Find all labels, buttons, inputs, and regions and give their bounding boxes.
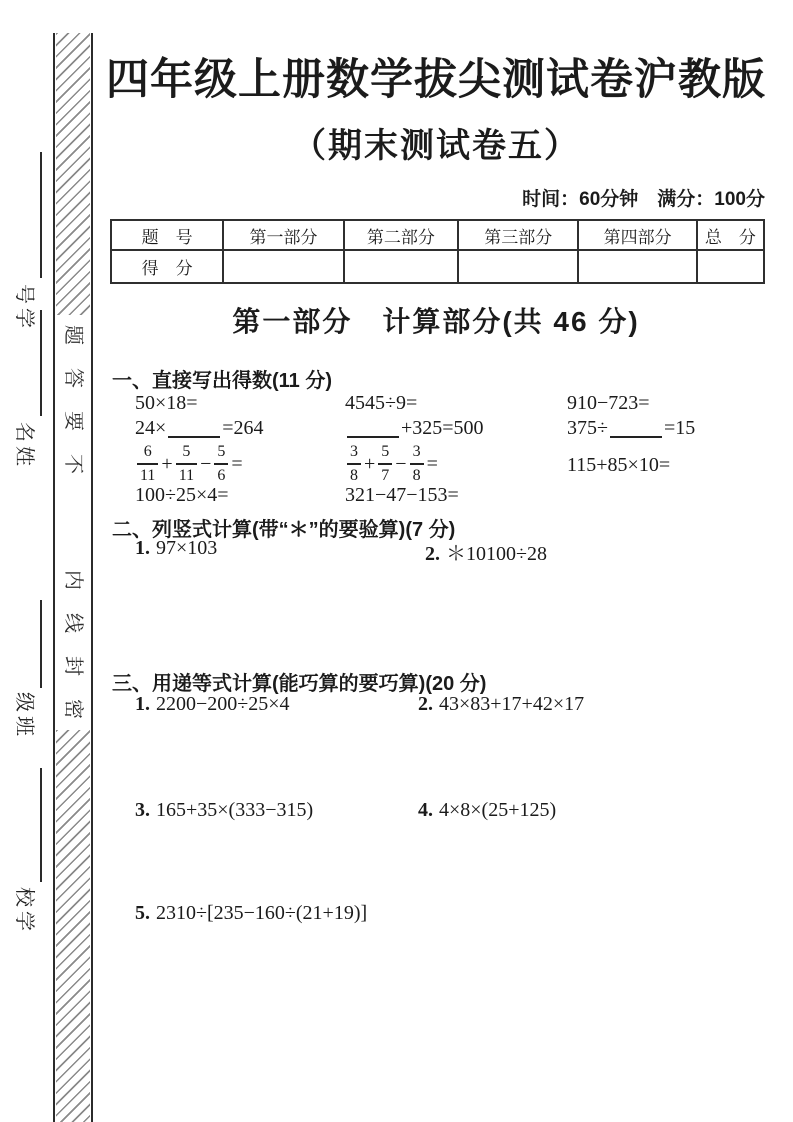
school-line xyxy=(40,768,42,882)
denominator: 8 xyxy=(347,463,361,484)
numerator: 5 xyxy=(182,443,191,460)
expression: 165+35×(333−315) xyxy=(156,799,314,821)
oral-problem-9: 115+85×10= xyxy=(567,454,671,476)
expression: 4×8×(25+125) xyxy=(439,799,557,821)
numerator: 5 xyxy=(217,443,226,460)
fraction xyxy=(137,444,158,484)
seal-hatch-top xyxy=(56,33,90,315)
operator: − xyxy=(200,452,212,475)
item-number: 1. xyxy=(135,537,150,559)
expression: ＊10100÷28 xyxy=(446,543,547,565)
expression: 97×103 xyxy=(156,537,218,559)
operator: + xyxy=(364,452,376,475)
blank-line xyxy=(347,416,399,438)
numerator: 6 xyxy=(143,443,152,460)
score-header-question: 题 号 xyxy=(111,220,223,250)
section2-title: 二、列竖式计算(带“＊”的要验算)(7 分) xyxy=(112,519,456,541)
score-cell-part4 xyxy=(578,250,696,283)
problem-text: =264 xyxy=(222,417,264,439)
expression: 43×83+17+42×17 xyxy=(439,693,585,715)
oral-problem-4 xyxy=(135,416,264,440)
exam-title: 四年级上册数学拔尖测试卷沪教版 xyxy=(106,56,766,104)
oral-problem-11: 321−47−153= xyxy=(345,484,459,506)
denominator: 11 xyxy=(176,463,197,484)
problem-text: 24× xyxy=(135,417,167,439)
equals-sign: = xyxy=(231,452,243,475)
problem-text: =15 xyxy=(663,417,696,439)
exam-time-score-info: 时间：60分钟 满分：100分 xyxy=(522,189,765,210)
written-problem-2 xyxy=(425,537,547,566)
seal-border-inner xyxy=(53,33,55,1122)
denominator: 8 xyxy=(410,463,424,484)
exam-subtitle: （期末测试卷五） xyxy=(292,127,580,165)
fraction xyxy=(176,444,197,484)
score-cell-total xyxy=(697,250,764,283)
part1-heading: 第一部分 计算部分(共 46 分) xyxy=(232,306,640,337)
school-label: 校 学 xyxy=(13,887,35,931)
written-problem-1 xyxy=(135,537,217,560)
equals-sign: = xyxy=(426,452,438,475)
recursive-problem-3 xyxy=(135,799,313,822)
fraction xyxy=(410,444,424,484)
denominator: 11 xyxy=(137,463,158,484)
student-number-line xyxy=(40,152,42,278)
oral-problem-7 xyxy=(135,444,244,484)
recursive-problem-5 xyxy=(135,902,367,925)
oral-problem-2: 4545÷9= xyxy=(345,392,418,414)
numerator: 5 xyxy=(381,443,390,460)
operator: − xyxy=(395,452,407,475)
score-cell-part2 xyxy=(344,250,458,283)
item-number: 4. xyxy=(418,799,433,821)
problem-text: 375÷ xyxy=(567,417,608,439)
oral-problem-1: 50×18= xyxy=(135,392,198,414)
item-number: 2. xyxy=(425,543,440,565)
problem-text: +325=500 xyxy=(401,417,484,439)
score-header-total: 总 分 xyxy=(697,220,764,250)
item-number: 2. xyxy=(418,693,433,715)
seal-text: 题 答 要 不 内 线 封 密 xyxy=(62,325,84,719)
oral-problem-10: 100÷25×4= xyxy=(135,484,229,506)
seal-border-outer xyxy=(91,33,93,1122)
student-number-label: 号 学 xyxy=(13,284,35,328)
student-name-line xyxy=(40,310,42,416)
score-header-part4: 第四部分 xyxy=(578,220,696,250)
blank-line xyxy=(168,416,220,438)
score-cell-part1 xyxy=(223,250,343,283)
fraction xyxy=(214,444,228,484)
score-header-part1: 第一部分 xyxy=(223,220,343,250)
score-header-part3: 第三部分 xyxy=(458,220,578,250)
score-row-label: 得 分 xyxy=(111,250,223,283)
seal-hatch-bottom xyxy=(56,730,90,1122)
blank-line xyxy=(610,416,662,438)
expression: 2310÷[235−160÷(21+19)] xyxy=(156,902,368,924)
section1-title: 一、直接写出得数(11 分) xyxy=(112,370,333,392)
numerator: 3 xyxy=(350,443,358,460)
oral-problem-8 xyxy=(345,444,439,484)
oral-problem-5 xyxy=(345,416,484,440)
item-number: 1. xyxy=(135,693,150,715)
expression: 2200−200÷25×4 xyxy=(156,693,290,715)
operator: + xyxy=(161,452,173,475)
item-number: 3. xyxy=(135,799,150,821)
recursive-problem-4 xyxy=(418,799,556,822)
oral-problem-3: 910−723= xyxy=(567,392,650,414)
class-line xyxy=(40,600,42,688)
score-header-part2: 第二部分 xyxy=(344,220,458,250)
class-label: 级 班 xyxy=(13,692,35,736)
recursive-problem-2 xyxy=(418,693,584,716)
student-name-label: 名 姓 xyxy=(13,422,35,466)
numerator: 3 xyxy=(412,443,421,460)
score-cell-part3 xyxy=(458,250,578,283)
denominator: 6 xyxy=(214,463,228,484)
item-number: 5. xyxy=(135,902,150,924)
fraction xyxy=(347,444,361,484)
oral-problem-6 xyxy=(567,416,695,440)
fraction xyxy=(378,444,392,484)
score-table xyxy=(110,219,765,284)
section3-title: 三、用递等式计算(能巧算的要巧算)(20 分) xyxy=(112,673,487,695)
main-content xyxy=(105,0,767,1122)
denominator: 7 xyxy=(378,463,392,484)
recursive-problem-1 xyxy=(135,693,290,716)
